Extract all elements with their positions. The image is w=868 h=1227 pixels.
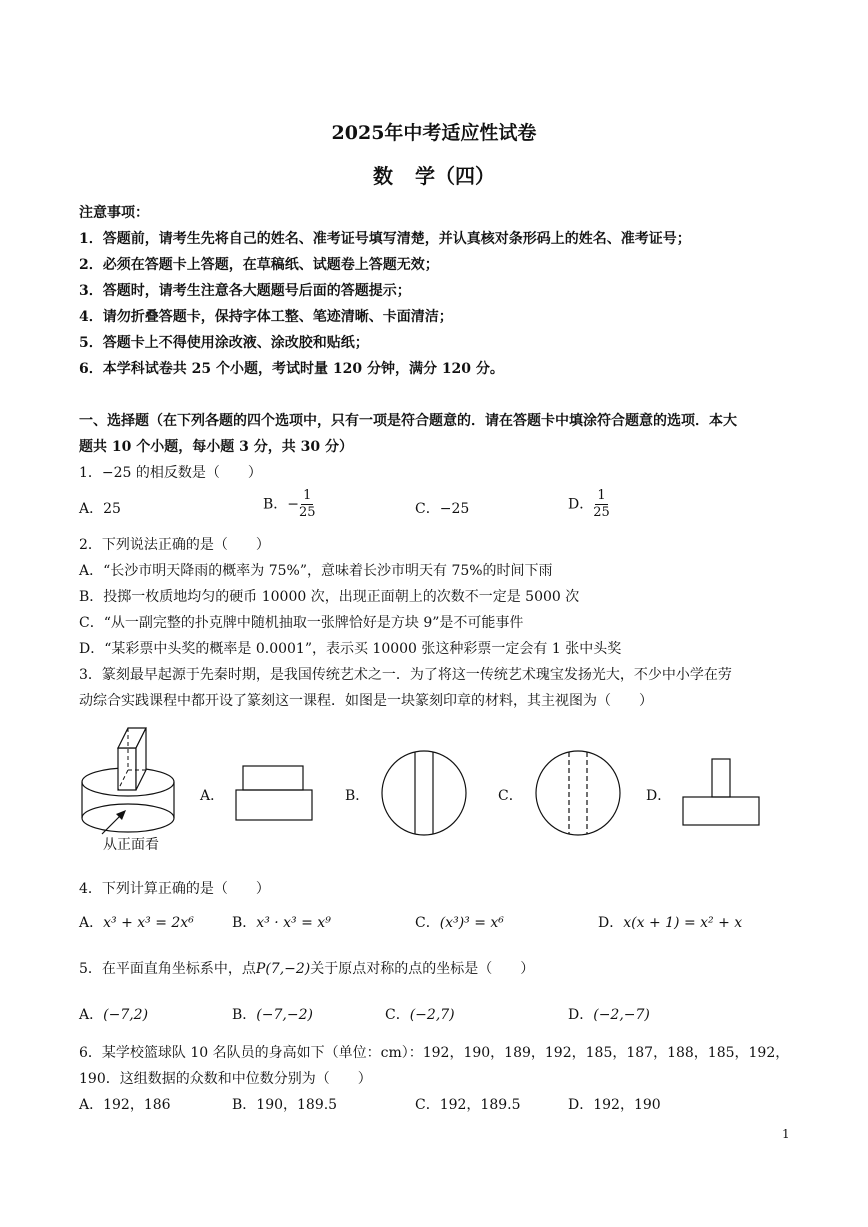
exam-subject [0,160,868,189]
q5-option-c: C．(−2,7) [385,1007,455,1023]
q2-option-b: B．投掷一枚质地均匀的硬币 10000 次，出现正面朝上的次数不一定是 5000 次 [79,589,580,605]
notice-item-4: 4．请勿折叠答题卡，保持字体工整、笔迹清晰、卡面清洁； [79,309,453,325]
q3-stem-line1: 3．篆刻最早起源于先秦时期，是我国传统艺术之一．为了将这一传统艺术瑰宝发扬光大，不少中小学在劳 [79,667,732,683]
q1-option-c: C．−25 [415,501,470,517]
q3-option-d-figure [682,757,762,827]
q6-stem-line2: 190．这组数据的众数和中位数分别为（ ） [79,1071,372,1087]
q3-stem-line2: 动综合实践课程中都开设了篆刻这一课程．如图是一块篆刻印章的材料，其主视图为（ ） [79,693,653,709]
q2-option-d: D．“某彩票中头奖的概率是 0.0001”，表示买 10000 张这种彩票一定会有 1 张中头奖 [79,641,622,657]
q3-option-b-figure [381,750,467,836]
q4-stem: 4．下列计算正确的是（ ） [79,881,270,897]
q1-option-b: B．− $\frac{1}{25}$ [263,488,316,520]
q4-option-c: C．(x³)³ = x⁶ [415,915,504,931]
section1-heading-line1: 一、选择题（在下列各题的四个选项中，只有一项是符合题意的．请在答题卡中填涂符合题意的选项．本大 [79,413,737,429]
q2-stem: 2．下列说法正确的是（ ） [79,537,270,553]
notice-item-2: 2．必须在答题卡上答题，在草稿纸、试题卷上答题无效； [79,257,439,273]
q4-option-a: A．x³ + x³ = 2x⁶ [79,915,194,931]
q5-option-d: D．(−2,−7) [568,1007,650,1023]
subject-char-2: 学（四） [415,164,495,188]
q3-view-label: 从正面看 [103,837,159,853]
q6-stem-line1: 6．某学校篮球队 10 名队员的身高如下（单位：cm）：192，190，189，192，185，187，188，185，192， [79,1045,790,1061]
q3-option-a-figure [235,764,315,822]
seal-material-figure [80,724,190,828]
q5-point: P(7,−2) [255,961,311,977]
q1-option-d-fraction: $\frac{1}{25}$ [593,488,610,520]
subject-char-1: 数 [373,164,393,188]
q5-option-b: B．(−7,−2) [232,1007,313,1023]
q6-option-c: C．192，189.5 [415,1097,521,1113]
q4-option-d: D．x(x + 1) = x² + x [598,915,743,931]
q1-stem: 1．−25 的相反数是（ ） [79,465,262,481]
q1-option-b-fraction: $\frac{1}{25}$ [299,488,316,520]
q3-option-c-label: C． [498,788,523,804]
q3-option-a-label: A． [200,788,225,804]
exam-title: 2025年中考适应性试卷 [331,122,537,144]
q6-option-d: D．192，190 [568,1097,661,1113]
notice-heading: 注意事项： [79,205,149,221]
q6-option-a: A．192，186 [79,1097,171,1113]
notice-item-5: 5．答题卡上不得使用涂改液、涂改胶和贴纸； [79,335,369,351]
section1-heading-line2: 题共 10 个小题，每小题 3 分，共 30 分） [79,439,353,455]
notice-item-1: 1．答题前，请考生先将自己的姓名、准考证号填写清楚，并认真核对条形码上的姓名、准考证号； [79,231,691,247]
notice-item-3: 3．答题时，请考生注意各大题题号后面的答题提示； [79,283,411,299]
q3-option-b-label: B． [345,788,370,804]
q2-option-c: C．“从一副完整的扑克牌中随机抽取一张牌恰好是方块 9”是不可能事件 [79,615,524,631]
q3-option-d-label: D． [646,788,672,804]
page-number: 1 [782,1127,790,1141]
q3-option-c-figure [535,750,621,836]
q5-stem: 5．在平面直角坐标系中，点P(7,−2)关于原点对称的点的坐标是（ ） [79,961,535,977]
q2-option-a: A．“长沙市明天降雨的概率为 75%”，意味着长沙市明天有 75%的时间下雨 [79,563,553,579]
notice-item-6: 6．本学科试卷共 25 个小题，考试时量 120 分钟，满分 120 分。 [79,361,504,377]
q5-option-a: A．(−7,2) [79,1007,149,1023]
q6-option-b: B．190，189.5 [232,1097,338,1113]
q1-option-a: A．25 [79,501,121,517]
q1-option-d: D． $\frac{1}{25}$ [568,488,610,520]
q4-option-b: B．x³ · x³ = x⁹ [232,915,331,931]
